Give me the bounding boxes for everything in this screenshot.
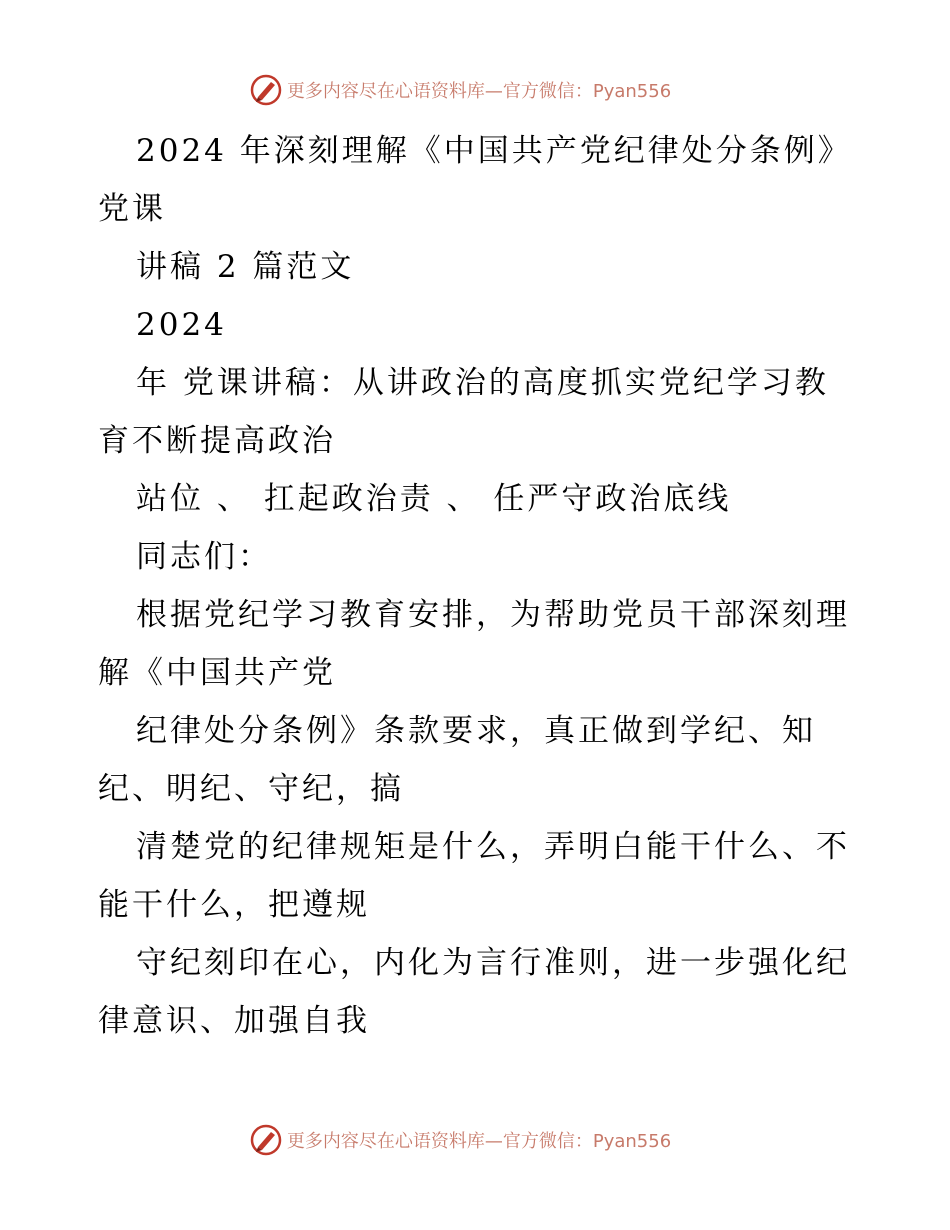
text-line: 纪、明纪、守纪，搞 [98,771,404,807]
text-line: 站位 、 扛起政治责 、 任严守政治底线 [136,481,732,517]
text-line: 2024 年深刻理解《中国共产党纪律处分条例》 [136,133,852,169]
text-line: 育不断提高政治 [98,423,336,459]
watermark-banner-bottom [0,1120,950,1160]
watermark-text: 更多内容尽在心语资料库—官方微信：Pyan556 [286,81,672,102]
text-line: 守纪刻印在心，内化为言行准则，进一步强化纪 [136,945,850,981]
text-line: 清楚党的纪律规矩是什么，弄明白能干什么、不 [136,829,850,865]
text-line: 同志们： [136,539,272,575]
watermark-text: 更多内容尽在心语资料库—官方微信：Pyan556 [286,1131,672,1152]
pen-logo-icon [249,73,283,107]
text-line: 纪律处分条例》条款要求，真正做到学纪、知 [136,713,816,749]
text-line: 年 党课讲稿：从讲政治的高度抓实党纪学习教 [136,365,829,401]
document-body [98,122,858,1050]
text-line: 解《中国共产党 [98,655,336,691]
text-line: 根据党纪学习教育安排，为帮助党员干部深刻理 [136,597,850,633]
pen-logo-icon [249,1123,283,1157]
text-line: 党课 [98,191,166,227]
text-line: 律意识、加强自我 [98,1003,370,1039]
watermark-banner-top [0,70,950,110]
text-line: 讲稿 2 篇范文 [136,249,355,285]
text-line: 能干什么，把遵规 [98,887,370,923]
text-line: 2024 [136,307,227,343]
